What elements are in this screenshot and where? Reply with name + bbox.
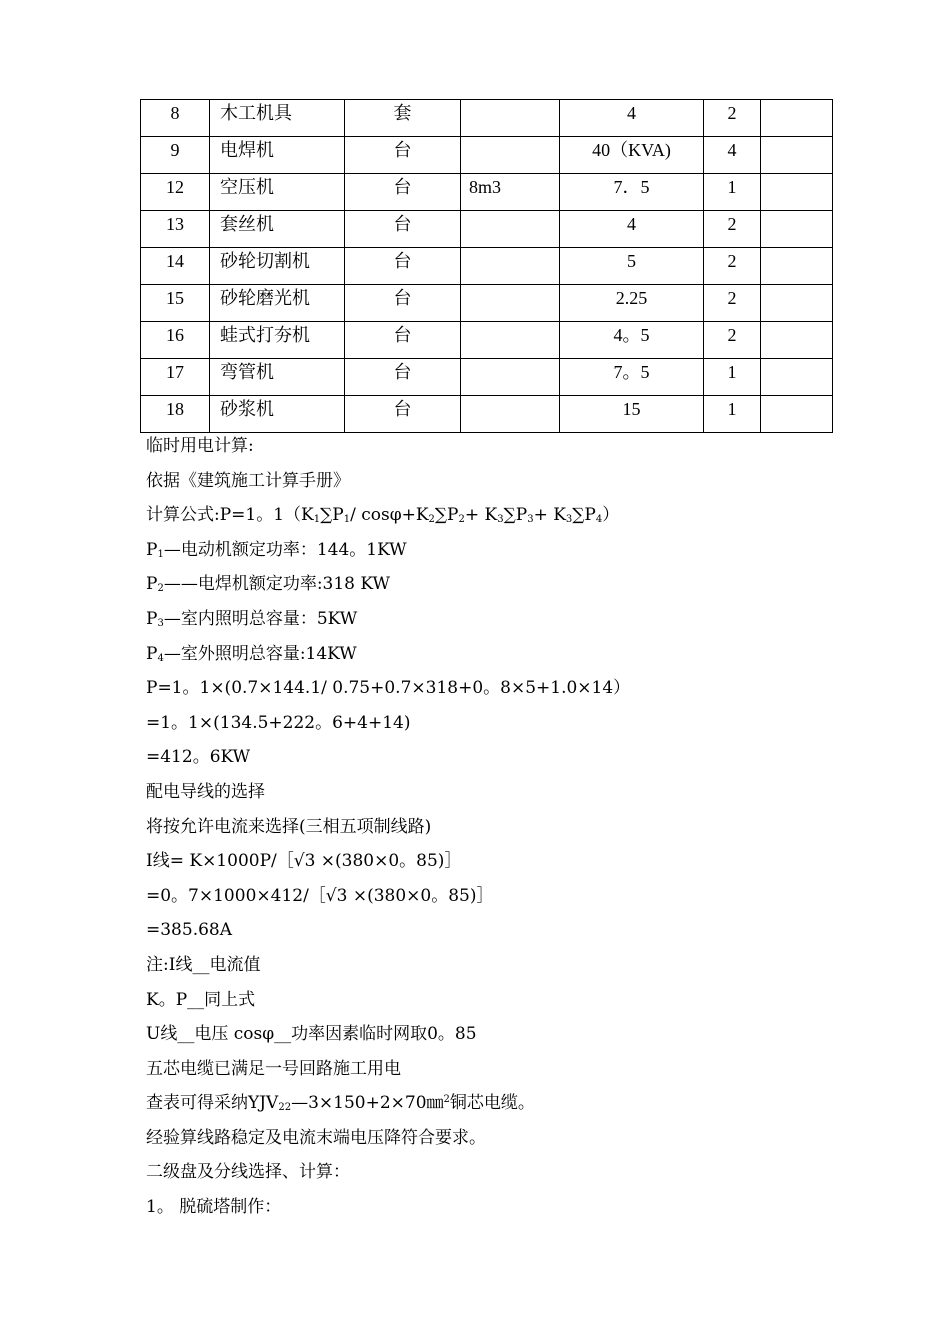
note-1: 注:I线__电流值 xyxy=(146,954,261,975)
cell-number: 13 xyxy=(141,211,210,248)
cell-unit: 台 xyxy=(345,285,461,322)
verification: 经验算线路稳定及电流末端电压降符合要求。 xyxy=(146,1127,486,1148)
cell-name: 蛙式打夯机 xyxy=(210,322,345,359)
cell-number: 14 xyxy=(141,248,210,285)
table-row xyxy=(141,322,833,359)
cell-remark xyxy=(761,248,833,285)
cell-name: 空压机 xyxy=(210,174,345,211)
cell-spec xyxy=(461,248,560,285)
heading-secondary: 二级盘及分线选择、计算： xyxy=(146,1162,350,1183)
cell-power: 4。5 xyxy=(560,322,704,359)
p1-definition: $P_1—$电动机额定功率：144。1KW xyxy=(146,539,407,560)
cell-quantity: 1 xyxy=(704,396,761,433)
cell-number: 17 xyxy=(141,359,210,396)
cell-power: 4 xyxy=(560,211,704,248)
cable-selection: 查表可得采纳$YJV_{22}—3\times 150+2\times 70㎜^2$铜芯电缆。 xyxy=(146,1093,535,1114)
cell-spec xyxy=(461,396,560,433)
cell-unit: 台 xyxy=(345,137,461,174)
cell-name: 砂浆机 xyxy=(210,396,345,433)
heading-temp-power: 临时用电计算: xyxy=(146,436,254,456)
cell-power: 2.25 xyxy=(560,285,704,322)
cell-name: 套丝机 xyxy=(210,211,345,248)
table-row xyxy=(141,137,833,174)
cell-name: 砂轮切割机 xyxy=(210,248,345,285)
cell-name: 弯管机 xyxy=(210,359,345,396)
cell-unit: 台 xyxy=(345,359,461,396)
cable-ok: 五芯电缆已满足一号回路施工用电 xyxy=(146,1058,401,1079)
table-row xyxy=(141,248,833,285)
item-1: 1。 脱硫塔制作： xyxy=(146,1197,282,1218)
cell-number: 9 xyxy=(141,137,210,174)
cell-power: 15 xyxy=(560,396,704,433)
cell-power: 7．5 xyxy=(560,174,704,211)
wire-method: 将按允许电流来选择(三相五项制线路) xyxy=(146,816,432,837)
cell-quantity: 1 xyxy=(704,359,761,396)
cell-unit: 台 xyxy=(345,211,461,248)
cell-unit: 台 xyxy=(345,322,461,359)
table-row xyxy=(141,211,833,248)
table-row xyxy=(141,396,833,433)
equipment-table-body xyxy=(141,100,833,433)
cell-spec: 8m3 xyxy=(461,174,560,211)
cell-quantity: 2 xyxy=(704,322,761,359)
current-result: =385.68A xyxy=(146,920,233,941)
p3-definition: $P_3—$室内照明总容量：5KW xyxy=(146,608,358,629)
calc-step-1: P=1。1×(0.7×144.1/ 0.75+0.7×318+0。8×5+1.0×14） xyxy=(146,678,631,699)
note-3: U线__电压 cosφ__功率因素临时网取0。85 xyxy=(146,1024,477,1045)
cell-name: 木工机具 xyxy=(210,100,345,137)
cell-quantity: 4 xyxy=(704,137,761,174)
table-row xyxy=(141,285,833,322)
formula-line: 计算公式:P=1。$1(K_1\sum P_1/$ $\cos\varphi+K_2\sum P_2+ K_3\sum P_3+ K_3\sum P_4$） xyxy=(146,505,620,526)
p2-definition: $P_2——$电焊机额定功率:318 KW xyxy=(146,574,390,595)
cell-power: 7。5 xyxy=(560,359,704,396)
cell-unit: 台 xyxy=(345,248,461,285)
calc-step-2: =1。1×(134.5+222。6+4+14) xyxy=(146,712,411,733)
cell-quantity: 2 xyxy=(704,285,761,322)
heading-wire: 配电导线的选择 xyxy=(146,781,265,802)
cell-spec xyxy=(461,137,560,174)
cell-remark xyxy=(761,359,833,396)
cell-unit: 台 xyxy=(345,396,461,433)
cell-remark xyxy=(761,285,833,322)
cell-remark xyxy=(761,211,833,248)
table-row xyxy=(141,174,833,211)
cell-power: 40（KVA) xyxy=(560,137,704,174)
cell-number: 12 xyxy=(141,174,210,211)
cell-power: 5 xyxy=(560,248,704,285)
cell-quantity: 2 xyxy=(704,211,761,248)
cell-remark xyxy=(761,396,833,433)
cell-remark xyxy=(761,174,833,211)
cell-unit: 台 xyxy=(345,174,461,211)
calc-result: =412。6KW xyxy=(146,747,251,768)
cell-number: 16 xyxy=(141,322,210,359)
cell-number: 15 xyxy=(141,285,210,322)
equipment-table xyxy=(140,99,833,433)
calculation-text xyxy=(146,432,846,1228)
cell-number: 8 xyxy=(141,100,210,137)
cell-remark xyxy=(761,137,833,174)
table-row xyxy=(141,100,833,137)
current-formula: I线= K×1000P/［√3 ×(380×0。85)］ xyxy=(146,851,462,872)
cell-remark xyxy=(761,322,833,359)
cell-number: 18 xyxy=(141,396,210,433)
cell-power: 4 xyxy=(560,100,704,137)
current-calc: =0。7×1000×412/［√3 ×(380×0。85)］ xyxy=(146,885,494,906)
cell-quantity: 2 xyxy=(704,100,761,137)
cell-spec xyxy=(461,322,560,359)
basis-line: 依据《建筑施工计算手册》 xyxy=(146,470,350,491)
cell-remark xyxy=(761,100,833,137)
cell-name: 砂轮磨光机 xyxy=(210,285,345,322)
cell-spec xyxy=(461,285,560,322)
table-row xyxy=(141,359,833,396)
cell-quantity: 1 xyxy=(704,174,761,211)
note-2: K。P__同上式 xyxy=(146,989,256,1010)
cell-spec xyxy=(461,359,560,396)
cell-unit: 套 xyxy=(345,100,461,137)
cell-name: 电焊机 xyxy=(210,137,345,174)
cell-spec xyxy=(461,211,560,248)
p4-definition: $P_4—$室外照明总容量:14KW xyxy=(146,643,357,664)
cell-spec xyxy=(461,100,560,137)
cell-quantity: 2 xyxy=(704,248,761,285)
